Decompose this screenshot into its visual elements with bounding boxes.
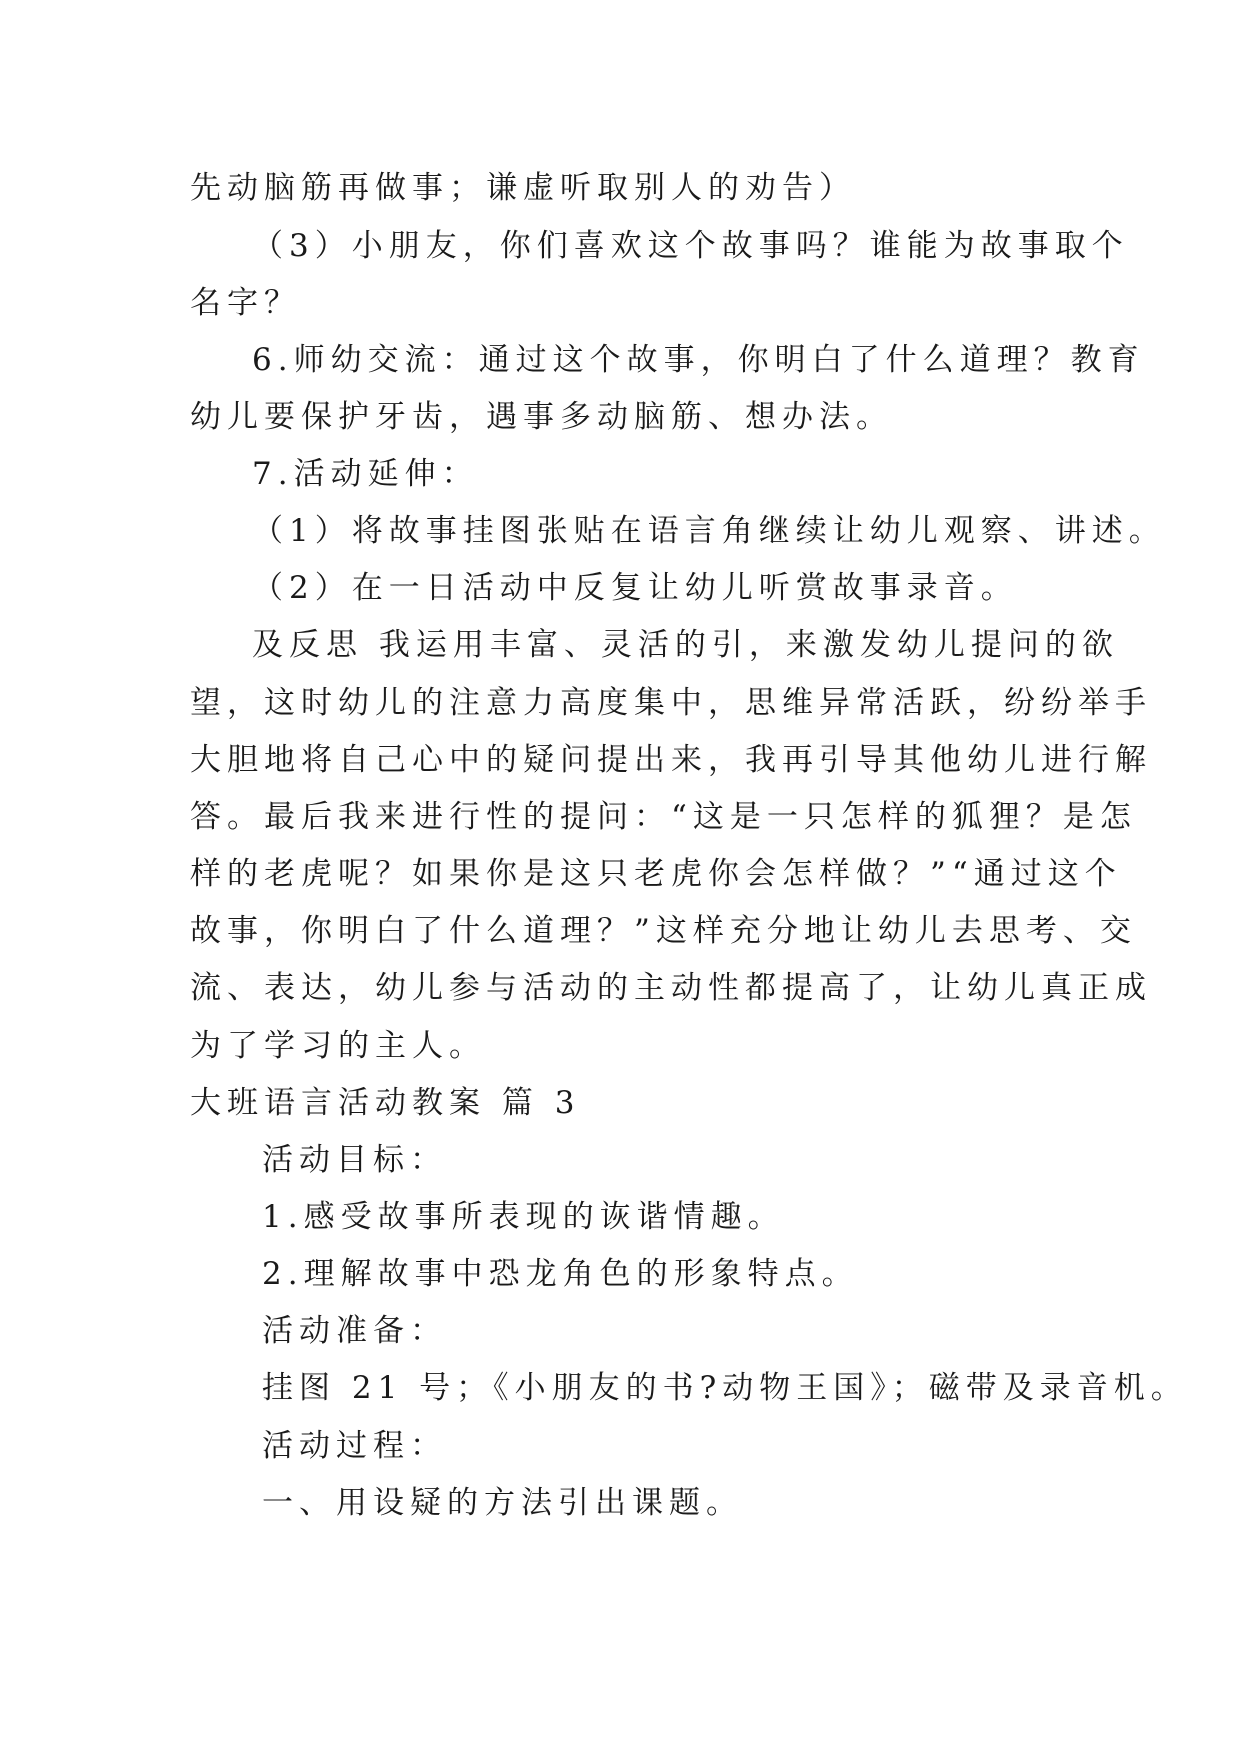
text-line: 幼儿要保护牙齿，遇事多动脑筋、想办法。 <box>190 399 893 435</box>
text-line: 7.活动延伸： <box>252 456 479 492</box>
text-line: 活动过程： <box>262 1428 447 1464</box>
text-line: 2.理解故事中恐龙角色的形象特点。 <box>262 1256 859 1292</box>
text-line: 故事，你明白了什么道理？”这样充分地让幼儿去思考、交 <box>190 913 1137 949</box>
text-line: 一、用设疑的方法引出课题。 <box>262 1485 743 1521</box>
text-line: 答。最后我来进行性的提问：“这是一只怎样的狐狸？是怎 <box>190 799 1137 835</box>
text-line: 大胆地将自己心中的疑问提出来，我再引导其他幼儿进行解 <box>190 742 1152 778</box>
text-line: 6.师幼交流：通过这个故事，你明白了什么道理？教育 <box>252 342 1145 378</box>
text-line: 1.感受故事所表现的诙谐情趣。 <box>262 1199 785 1235</box>
text-line: 名字？ <box>190 285 301 321</box>
text-line: 望，这时幼儿的注意力高度集中，思维异常活跃，纷纷举手 <box>190 685 1152 721</box>
text-line: （2）在一日活动中反复让幼儿听赏故事录音。 <box>252 570 1018 606</box>
text-line: 活动准备： <box>262 1313 447 1349</box>
text-line: 挂图 21 号；《小朋友的书?动物王国》；磁带及录音机。 <box>262 1370 1188 1406</box>
text-line: 活动目标： <box>262 1142 447 1178</box>
text-line: 样的老虎呢？如果你是这只老虎你会怎样做？”“通过这个 <box>190 856 1122 892</box>
text-line: 为了学习的主人。 <box>190 1028 486 1064</box>
section-heading: 大班语言活动教案 篇 3 <box>190 1085 581 1121</box>
text-line: （3）小朋友，你们喜欢这个故事吗？谁能为故事取个 <box>252 228 1129 264</box>
text-line: （1）将故事挂图张贴在语言角继续让幼儿观察、讲述。 <box>252 513 1166 549</box>
text-line: 流、表达，幼儿参与活动的主动性都提高了，让幼儿真正成 <box>190 970 1152 1006</box>
text-line: 及反思 我运用丰富、灵活的引，来激发幼儿提问的欲 <box>252 627 1119 663</box>
text-line: 先动脑筋再做事；谦虚听取别人的劝告） <box>190 170 856 206</box>
